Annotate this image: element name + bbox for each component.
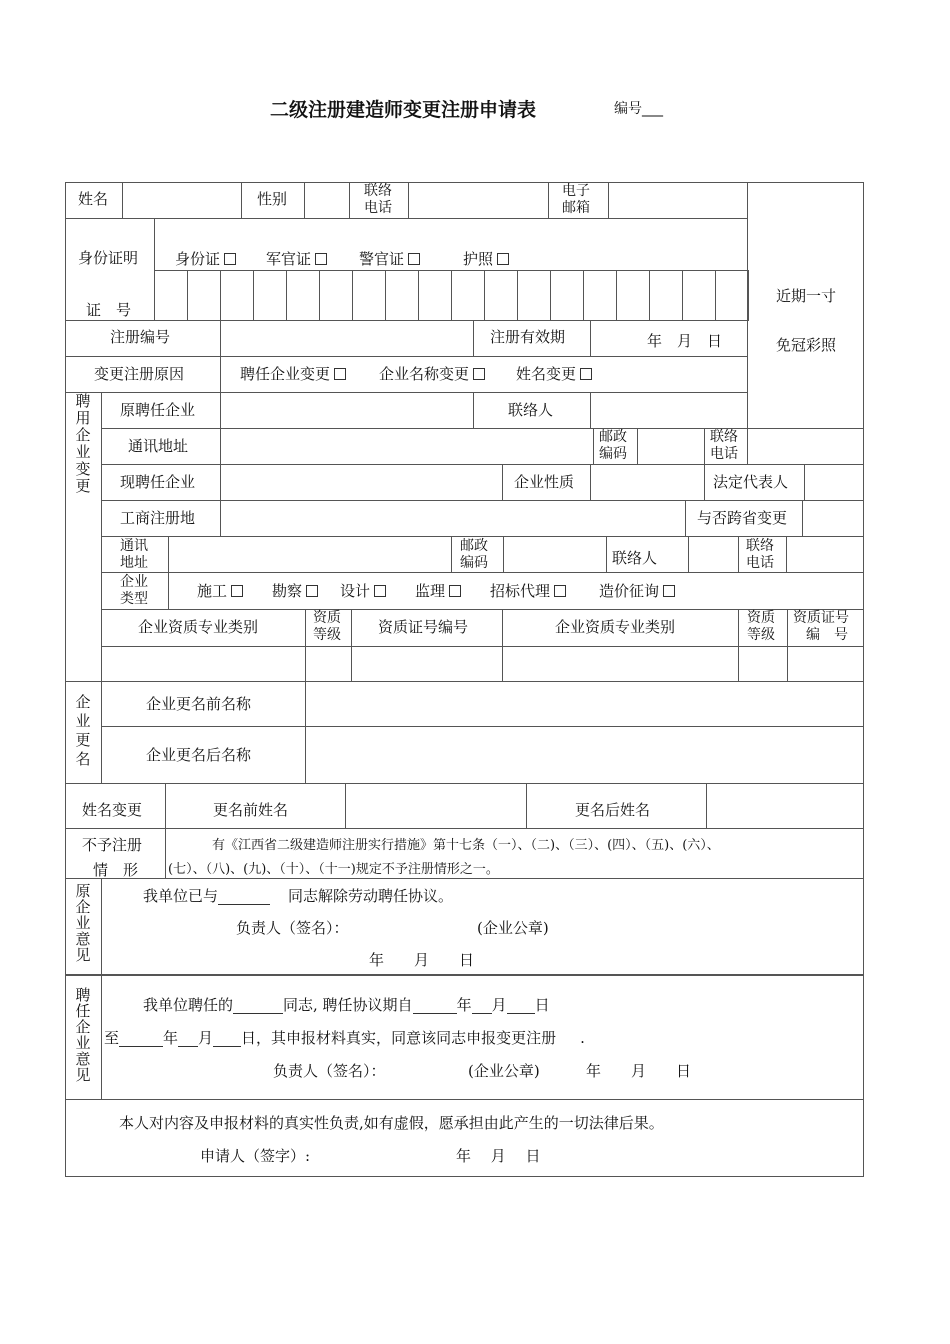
new-phone-label-1: 联络 [746,538,774,554]
new-opinion-resp: 负责人（签名）： [273,1062,386,1080]
reason-company-label: 企业名称变更 [379,365,470,383]
id-digit-cell[interactable] [451,270,485,321]
orig-opinion-date: 年 月 日 [369,951,475,969]
id-digit-cell[interactable] [385,270,419,321]
start-year-blank[interactable] [413,999,457,1014]
new-postcode-label-2: 编码 [460,555,488,571]
new-opinion-date: 年 月 日 [586,1062,692,1080]
id-type-police-label: 警官证 [359,250,405,268]
qual-grade-label-1b: 等级 [313,627,341,643]
id-digit-cell[interactable] [286,270,320,321]
postcode-label-2: 编码 [599,446,627,462]
serial-number-label: 编号___ [614,101,663,117]
qual-grade-label-2b: 等级 [747,627,775,643]
type-cost-consulting[interactable] [599,583,675,600]
end-month-blank[interactable] [178,1032,198,1047]
reason-name-change[interactable] [516,366,592,383]
namechange-before-label: 更名前姓名 [213,801,289,819]
new-opinion-text-f: 至 [104,1029,120,1047]
reg-validity-date: 年 月 日 [647,332,723,350]
id-digit-cell[interactable] [715,270,749,321]
type-construction-label: 施工 [197,582,228,600]
email-label-2: 邮箱 [562,200,590,216]
id-type-passport-label: 护照 [463,250,494,268]
new-opinion-text-j: 同意 [391,1029,422,1047]
id-digit-cell[interactable] [550,270,584,321]
id-number-label: 证 号 [86,301,132,319]
id-digit-cell[interactable] [418,270,452,321]
orig-employer-label: 原聘任企业 [120,401,196,419]
id-type-idcard[interactable] [175,251,236,268]
reason-company-rename[interactable] [379,366,485,383]
qual-cat-label-2: 企业资质专业类别 [555,618,676,636]
id-type-idcard-label: 身份证 [175,250,221,268]
qual-grade-field-2[interactable] [738,646,788,682]
id-type-military-label: 军官证 [266,250,312,268]
reg-no-field[interactable] [220,320,474,357]
new-phone-field[interactable] [786,536,864,573]
reg-validity-label: 注册有效期 [490,328,566,346]
id-type-cell [154,218,748,271]
checkbox-icon[interactable] [408,253,420,265]
checkbox-icon[interactable] [554,585,566,597]
qual-cat-field-2[interactable] [502,646,739,682]
checkbox-icon[interactable] [663,585,675,597]
address-field[interactable] [220,428,594,465]
orig-opinion-resp: 负责人（签名）： [236,919,349,937]
qual-cert-label-1: 资质证号编号 [378,618,469,636]
legal-rep-field[interactable] [804,464,864,501]
qual-grade-field-1[interactable] [305,646,352,682]
orig-opinion-line [143,888,453,905]
type-supervision-label: 监理 [415,582,446,600]
reason-employer-change[interactable] [240,366,346,383]
photo-label-2: 免冠彩照 [776,336,837,354]
cross-prov-field[interactable] [802,500,864,537]
end-day-blank[interactable] [213,1032,241,1047]
declaration-text: 本人对内容及申报材料的真实性负责,如有虚假，愿承担由此产生的一切法律后果。 [119,1114,664,1132]
new-opinion-text-l: . [580,1029,585,1047]
checkbox-icon[interactable] [473,368,485,380]
id-type-passport[interactable] [463,251,509,268]
id-digit-cell[interactable] [649,270,683,321]
namechange-before-field[interactable] [345,783,527,829]
rename-before-label: 企业更名前名称 [146,695,252,713]
namechange-label: 姓名变更 [82,801,143,819]
new-opinion-line-2 [104,1030,585,1047]
biz-reg-field[interactable] [220,500,686,537]
id-digit-cell[interactable] [517,270,551,321]
email-label-1: 电子 [562,183,590,199]
checkbox-icon[interactable] [224,253,236,265]
name-label: 姓名 [78,190,109,208]
orig-phone-label-1: 联络 [710,429,738,445]
company-type-label-2: 类型 [120,591,148,607]
orig-employer-field[interactable] [220,392,474,429]
checkbox-icon[interactable] [449,585,461,597]
new-address-field[interactable] [168,536,452,573]
orig-contact-field[interactable] [590,392,748,429]
checkbox-icon[interactable] [497,253,509,265]
id-digit-cell[interactable] [253,270,287,321]
new-address-label-2: 地址 [120,555,148,571]
address-label: 通讯地址 [128,437,189,455]
type-survey-label: 勘察 [272,582,303,600]
orig-opinion-text-a: 我单位已与 [143,887,219,905]
id-digit-cell[interactable] [319,270,353,321]
end-year-blank[interactable] [119,1032,163,1047]
qual-cert-label-2b: 编 号 [806,627,848,643]
noreg-text-line-2: (七）、（八)、(九)、（十）、（十一)规定不予注册情形之一。 [168,862,499,877]
new-opinion-side-label: 聘任企业意见 [75,986,91,1084]
new-opinion-text-c: 年 [456,996,472,1014]
new-phone-label-2: 电话 [746,555,774,571]
cross-prov-label: 与否跨省变更 [697,509,788,527]
type-bidding-label: 招标代理 [490,582,551,600]
new-opinion-line-1 [143,997,550,1014]
checkbox-icon[interactable] [306,585,318,597]
namechange-after-label: 更名后姓名 [575,801,651,819]
nature-label: 企业性质 [514,473,575,491]
reg-no-label: 注册编号 [110,328,171,346]
photo-cell [747,182,864,429]
new-opinion-name-blank[interactable] [233,999,283,1014]
applicant-sign-label: 申请人（签字）: [200,1147,311,1165]
current-employer-field[interactable] [220,464,503,501]
reason-label: 变更注册原因 [94,365,185,383]
noreg-label-1: 不予注册 [82,836,143,854]
declaration-cell [65,1099,864,1177]
new-contact-field[interactable] [688,536,739,573]
new-opinion-text-d: 月 [491,996,507,1014]
checkbox-icon[interactable] [231,585,243,597]
phone-field[interactable] [408,182,549,219]
type-supervision[interactable] [415,583,461,600]
postcode-field[interactable] [637,428,705,465]
start-month-blank[interactable] [472,999,492,1014]
new-opinion-text-k: 该同志申报变更注册 [421,1029,557,1047]
type-design[interactable] [340,583,386,600]
id-type-police[interactable] [359,251,420,268]
noreg-text-line-1: 有《江西省二级建造师注册实行措施》第十七条（一）、（二)、（三）、(四）、（五)、(六）、 [212,838,720,853]
legal-rep-label: 法定代表人 [713,473,789,491]
employer-change-side-label: 聘用企业变更 [75,392,91,495]
orig-opinion-name-blank[interactable] [218,890,270,905]
id-digit-cell[interactable] [682,270,716,321]
postcode-label-1: 邮政 [599,429,627,445]
id-digit-cell[interactable] [616,270,650,321]
qual-cert-field-2[interactable] [787,646,864,682]
id-digit-cell[interactable] [583,270,617,321]
form-title: 二级注册建造师变更注册申请表 [270,99,537,121]
new-opinion-text-h: 月 [198,1029,214,1047]
type-design-label: 设计 [340,582,371,600]
new-opinion-text-g: 年 [163,1029,179,1047]
type-construction[interactable] [197,583,243,600]
rename-after-label: 企业更名后名称 [146,746,252,764]
id-digit-cell[interactable] [352,270,386,321]
new-postcode-field[interactable] [503,536,607,573]
current-employer-label: 现聘任企业 [120,473,196,491]
checkbox-icon[interactable] [580,368,592,380]
qual-cert-label-2a: 资质证号 [793,610,849,626]
gender-field[interactable] [304,182,350,219]
type-survey[interactable] [272,583,318,600]
gender-label: 性别 [257,190,288,208]
noreg-label-2: 情 形 [93,861,139,879]
reason-employer-label: 聘任企业变更 [240,365,331,383]
namechange-after-field[interactable] [706,783,864,829]
qual-cat-field-1[interactable] [101,646,306,682]
qual-cert-field-1[interactable] [351,646,503,682]
email-field[interactable] [608,182,748,219]
id-digit-cell[interactable] [187,270,221,321]
new-opinion-text-b: 同志, 聘任协议期自 [283,996,413,1014]
applicant-sign-date: 年 月 日 [456,1147,541,1165]
nature-field[interactable] [590,464,705,501]
id-type-military[interactable] [266,251,327,268]
photo-label-1: 近期一寸 [776,287,837,305]
rename-after-field[interactable] [305,726,864,784]
new-contact-label: 联络人 [612,549,658,567]
new-opinion-seal: (企业公章) [468,1062,540,1080]
orig-phone-label-2: 电话 [710,446,738,462]
phone-label-2: 电话 [364,200,392,216]
company-type-label-1: 企业 [120,574,148,590]
id-digit-cell[interactable] [220,270,254,321]
reason-name-label: 姓名变更 [516,365,577,383]
type-bidding-agency[interactable] [490,583,566,600]
phone-label-1: 联络 [364,183,392,199]
new-address-label-1: 通讯 [120,538,148,554]
orig-contact-label: 联络人 [508,401,554,419]
rename-before-field[interactable] [305,681,864,727]
qual-cat-label-1: 企业资质专业类别 [138,618,259,636]
biz-reg-label: 工商注册地 [120,509,196,527]
qual-grade-label-2a: 资质 [747,610,775,626]
id-digit-cell[interactable] [154,270,188,321]
start-day-blank[interactable] [507,999,535,1014]
id-doc-label: 身份证明 [78,249,139,267]
type-cost-label: 造价征询 [599,582,660,600]
new-postcode-label-1: 邮政 [460,538,488,554]
new-opinion-text-i: 日，其申报材料真实， [241,1029,392,1047]
checkbox-icon[interactable] [374,585,386,597]
checkbox-icon[interactable] [315,253,327,265]
rename-side-label: 企业更名 [75,693,91,768]
name-field[interactable] [122,182,242,219]
checkbox-icon[interactable] [334,368,346,380]
id-digit-cell[interactable] [484,270,518,321]
orig-phone-field[interactable] [747,428,864,465]
new-opinion-text-a: 我单位聘任的 [143,996,234,1014]
orig-opinion-text-b: 同志解除劳动聘任协议。 [288,887,454,905]
orig-opinion-seal: (企业公章) [477,919,549,937]
orig-opinion-side-label: 原企业意见 [75,882,91,964]
qual-grade-label-1a: 资质 [313,610,341,626]
new-opinion-text-e: 日 [534,996,550,1014]
